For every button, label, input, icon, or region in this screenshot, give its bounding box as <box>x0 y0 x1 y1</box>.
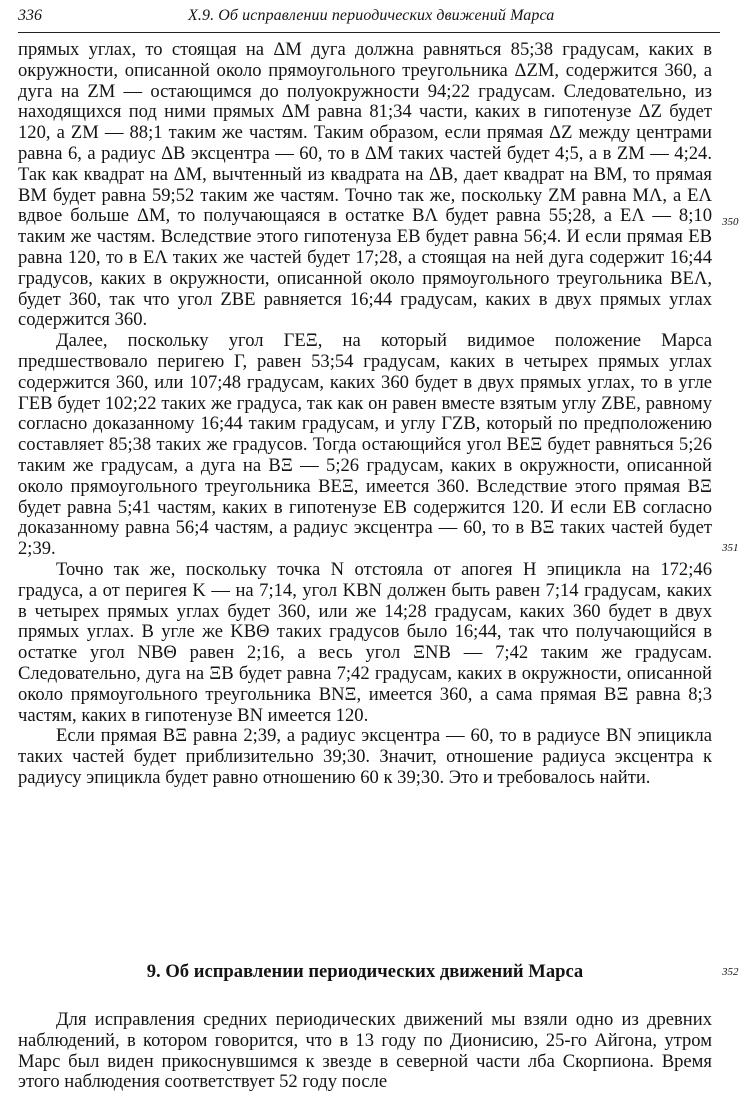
margin-note-351: 351 <box>722 542 739 554</box>
section-heading: 9. Об исправлении периодических движений Марса <box>146 961 584 982</box>
paragraph-2: Далее, поскольку угол ΓEΞ, на который видимое положение Марса предшествовало перигею Γ, равен 53;54 градусам, каких в четырех прямых углах содержится 360, или 107;48 градусам, каких 360 будет в двух прямых углах, то в угле ΓEB будет 102;22 таких же градуса, так как он равен вместе взятым углу ZBE, равному согласно доказанному 16;44 таким градусам, и углу ΓZB, который по предположению составляет 85;38 таких же градусов. Тогда остающийся угол BEΞ будет равняться 5;26 таким же градусам, а дуга на BΞ — 5;26 градусам, каких в окружности, описанной около прямоугольного треугольника BEΞ, имеется 360. Вследствие этого прямая BΞ будет равна 5;41 частям, каких в гипотенузе EB содержится 120. И если EB согласно доказанному равна 56;4 частям, а радиус эксцентра — 60, то в BΞ таких частей будет 2;39. <box>18 330 712 560</box>
section-paragraph: Для исправления средних периодических движений мы взяли одно из древних наблюдений, в котором говорится, что в 13 году по Дионисию, 25-го Айгона, утром Марс был виден прикоснувшимся к звезде в северной части лба Скорпиона. Время этого наблюдения соответствует 52 году после <box>18 1009 712 1093</box>
paragraph-1: прямых углах, то стоящая на ΔM дуга должна равняться 85;38 градусам, каких в окружности, описанной около прямоугольного треугольника ΔZM, содержится 360, а дуга на ZM — остающимся до полуокружности 94;22 градусам. Следовательно, из находящихся под ними прямых ΔM равна 81;34 части, каких в гипотенузе ΔZ будет 120, а ZM — 88;1 таким же частям. Таким образом, если прямая ΔZ между центрами равна 6, а радиус ΔB эксцентра — 60, то в ΔM таких частей будет 4;5, а в ZM — 4;24. Так как квадрат на ΔM, вычтенный из квадрата на ΔB, дает квадрат на BM, то прямая BM будет равна 59;52 таким же частям. Точно так же, поскольку ZM равна MΛ, а EΛ вдвое больше ΔM, то получающаяся в остатке BΛ будет равна 55;28, а EΛ — 8;10 таким же частям. Вследствие этого гипотенуза EB будет равна 56;4. И если прямая EB равна 120, то в EΛ таких же частей будет 17;28, а стоящая на ней дуга содержит 16;44 градусов, каких в окружности, описанной около прямоугольного треугольника BEΛ, будет 360, так что угол ZBE равняется 16;44 градусам, каких в двух прямых углах содержится 360. <box>18 39 712 331</box>
paragraph-3: Точно так же, поскольку точка N отстояла от апогея H эпицикла на 172;46 градуса, а от перигея K — на 7;14, угол KBN должен быть равен 7;14 градусам, каких в четырех прямых углах будет 360, или же 14;28 градусам, каких 360 будет в двух прямых углах. В угле же KBΘ таких градусов было 16;44, так что получающийся в остатке угол NBΘ равен 2;16, а весь угол ΞNB — 7;42 таким же градусам. Следовательно, дуга на ΞB будет равна 7;42 градусам, каких в окружности, описанной около прямоугольного треугольника BNΞ, имеется 360, а сама прямая BΞ равна 8;3 частям, каких в гипотенузе BN имеется 120. <box>18 558 712 726</box>
section-body <box>18 1010 712 1093</box>
running-head: X.9. Об исправлении периодических движений Марса <box>188 7 555 24</box>
margin-note-350: 350 <box>722 216 739 228</box>
page-number: 336 <box>18 7 42 24</box>
page-header <box>18 2 720 33</box>
paragraph-4: Если прямая BΞ равна 2;39, а радиус эксцентра — 60, то в радиусе BN эпицикла таких частей будет приблизительно 39;30. Значит, отношение радиуса эксцентра к радиусу эпицикла будет равно отношению 60 к 39;30. Это и требовалось найти. <box>18 725 712 788</box>
body-text <box>18 40 712 789</box>
margin-note-352: 352 <box>722 966 739 978</box>
